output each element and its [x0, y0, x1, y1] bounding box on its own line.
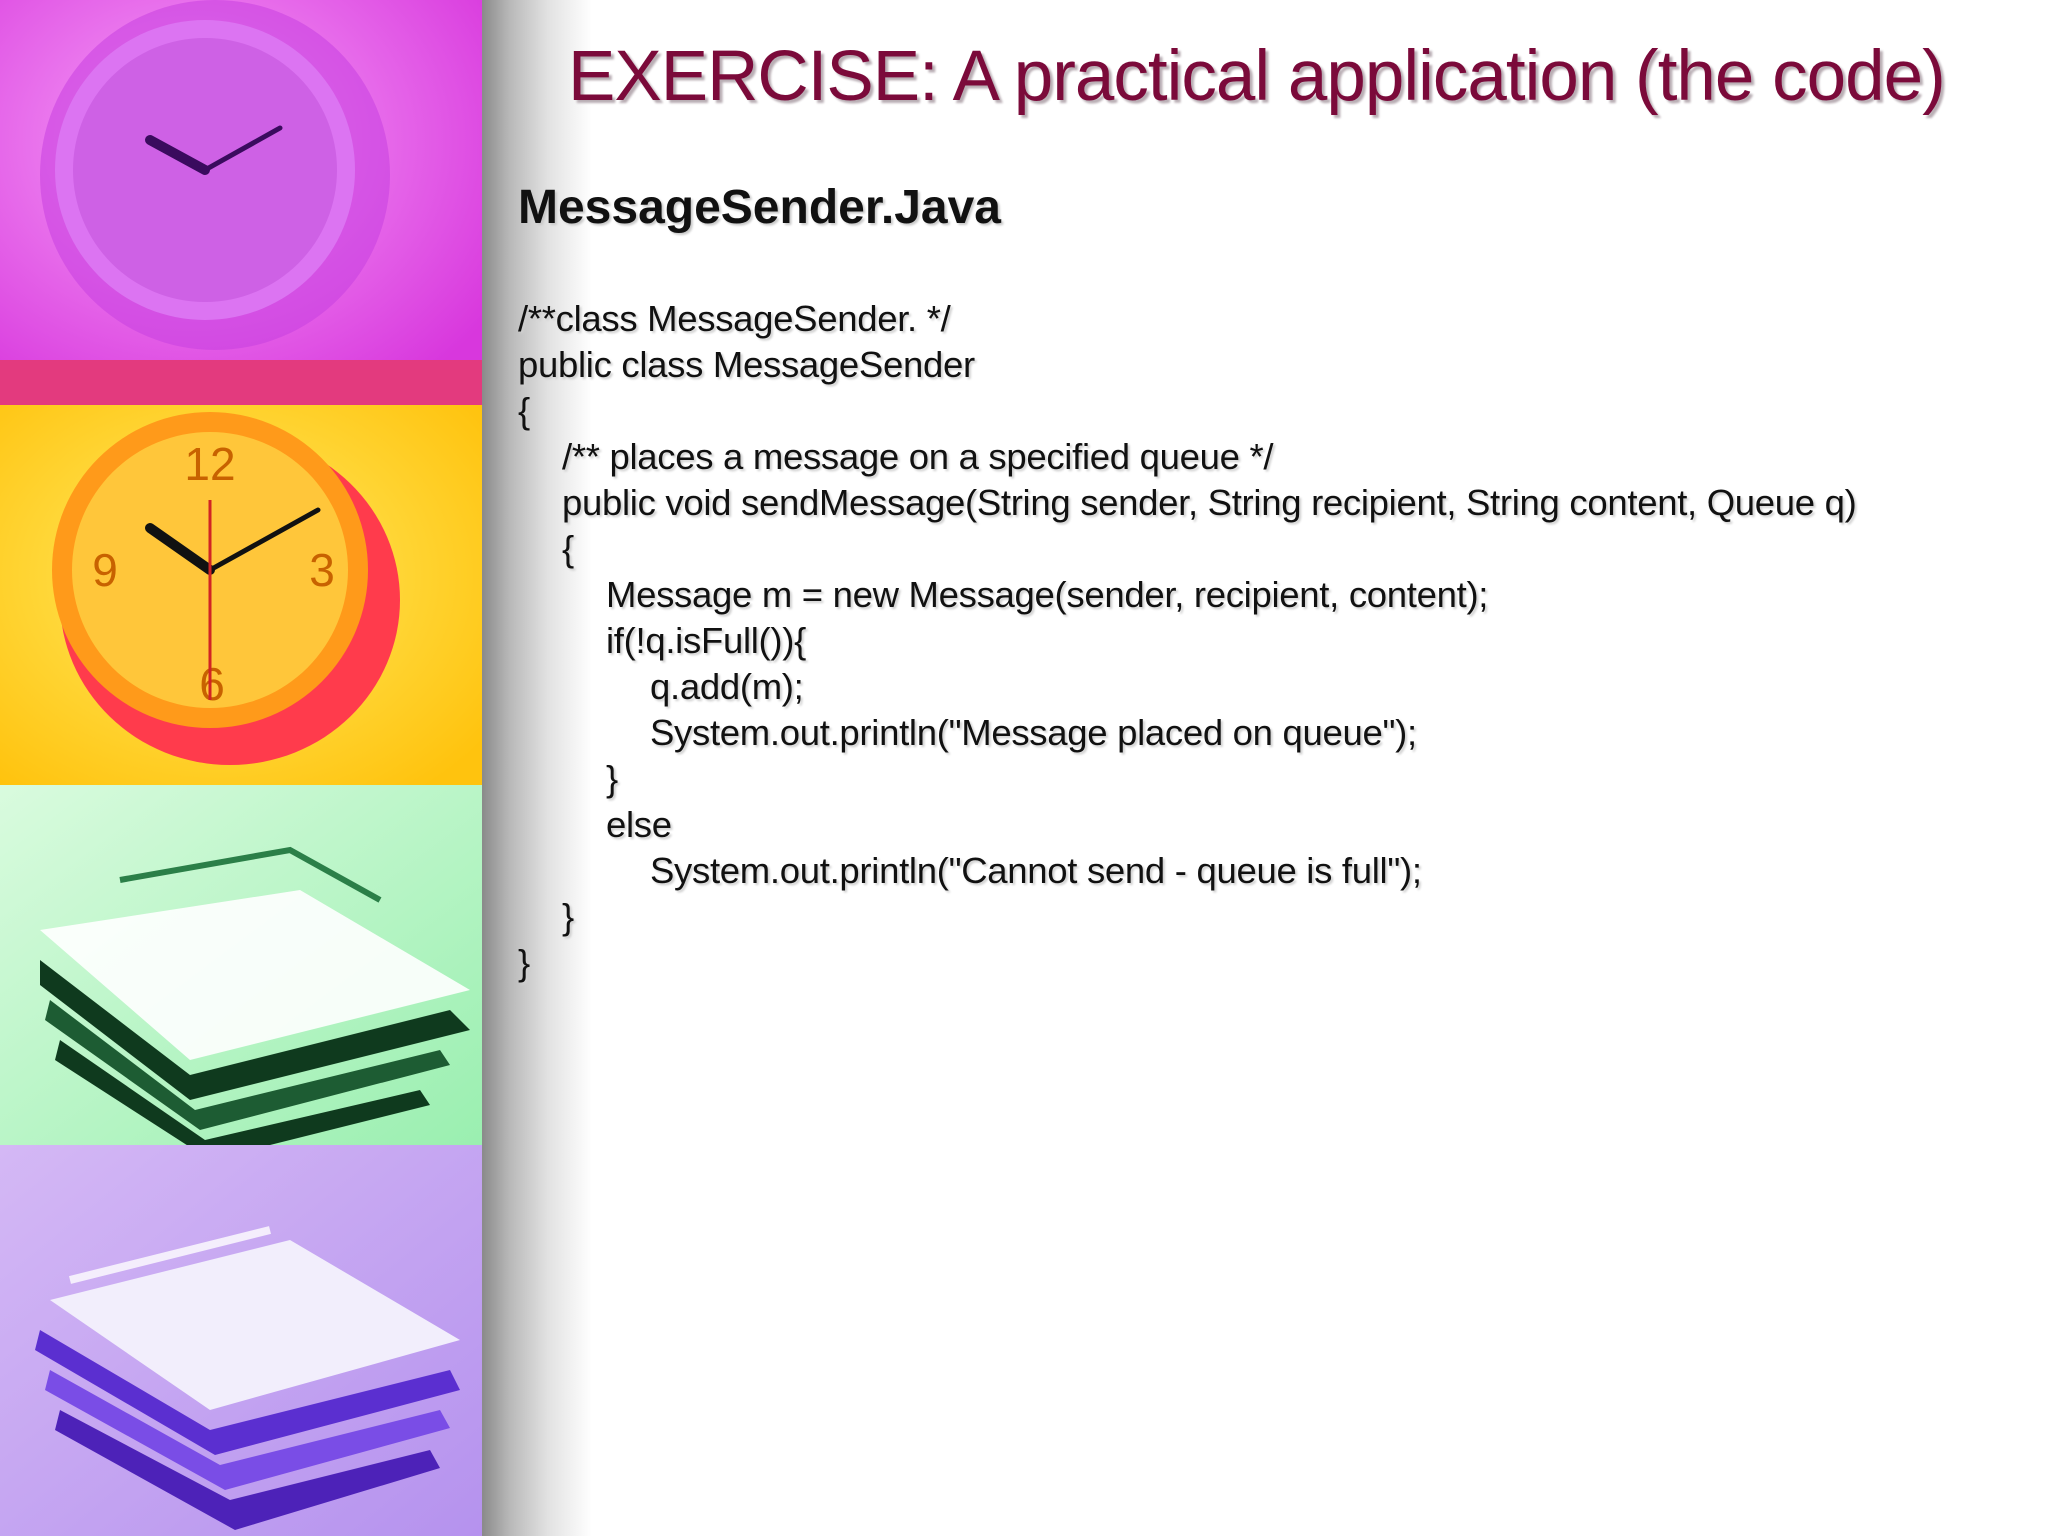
svg-text:6: 6 — [199, 658, 225, 710]
orange-clock-panel — [0, 405, 482, 785]
lavender-papers-panel — [0, 1145, 482, 1536]
code-line: q.add(m); — [650, 666, 804, 707]
code-line: } — [562, 896, 574, 937]
code-line: { — [562, 528, 574, 569]
code-file-name: MessageSender.Java — [518, 181, 1001, 234]
code-line: /** places a message on a specified queue */ — [562, 436, 1274, 477]
code-line: { — [518, 390, 530, 431]
code-line: System.out.println("Message placed on queue"); — [650, 712, 1417, 753]
code-line: System.out.println("Cannot send - queue is full"); — [650, 850, 1422, 891]
code-line: /**class MessageSender. */ — [518, 298, 951, 339]
code-line: } — [518, 942, 530, 983]
decorative-image-strip — [0, 0, 482, 1536]
code-line: else — [606, 804, 672, 845]
code-listing — [518, 296, 1857, 986]
code-line: Message m = new Message(sender, recipient, content); — [606, 574, 1489, 615]
svg-text:3: 3 — [309, 544, 335, 596]
svg-text:9: 9 — [92, 544, 118, 596]
magenta-clock-panel — [0, 0, 482, 405]
code-line: public void sendMessage(String sender, String recipient, String content, Queue q) — [562, 482, 1857, 523]
code-line: if(!q.isFull()){ — [606, 620, 807, 661]
code-line: } — [606, 758, 618, 799]
clock-icon — [40, 0, 390, 350]
svg-text:12: 12 — [184, 438, 236, 490]
slide-title: EXERCISE: A practical application (the code) — [568, 37, 1945, 116]
green-papers-panel — [0, 785, 482, 1160]
code-line: public class MessageSender — [518, 344, 975, 385]
